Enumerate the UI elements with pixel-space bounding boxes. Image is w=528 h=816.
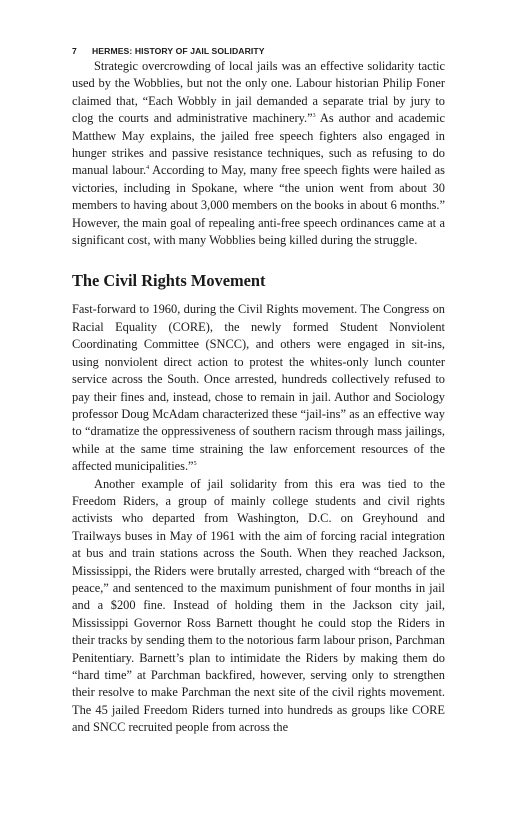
section-heading: The Civil Rights Movement: [72, 271, 266, 291]
paragraph-text: Fast-forward to 1960, during the Civil Rights movement. The Congress on Racial Equality (CORE), the newly formed Student Nonviolent Coordinating Committee (SNCC), and others were engaged in sit-ins, using nonviolent direct action to protest the whites-only lunch counter service across the South. Once arrested, hundreds collectively refused to pay their fines and, instead, chose to remain in jail. Author and Sociology professor Doug McAdam characterized these “jail-ins” as an effective way to “dramatize the oppressiveness of southern racism through mass jailings, while at the same time straining the law enforcement resources of the affected municipalities.”: [72, 302, 445, 474]
footnote-ref-3[interactable]: 3: [312, 113, 316, 120]
paragraph-text: According to May, many free speech fights were hailed as victories, including in Spokane, where “the union went from about 30 members to having about 3,000 members on the books in about 6 months.” However, the main goal of repealing anti-free speech ordinances came at a significant cost, with many Wobblies being killed during the struggle.: [72, 163, 446, 248]
footnote-ref-5[interactable]: 5: [193, 461, 197, 467]
paragraph-text: As author and academic Matthew May explains, the jailed free speech fighters also engaged in hunger strikes and passive resistance techniques, such as refusing to do manual labour.: [72, 111, 445, 178]
footnote-ref-4[interactable]: 4: [146, 165, 150, 172]
running-title: HERMES: HISTORY OF JAIL SOLIDARITY: [92, 46, 265, 56]
page-number: 7: [72, 46, 77, 56]
paragraph-wobblies-tactics: [72, 58, 445, 249]
running-header: [72, 44, 445, 58]
book-page: [72, 44, 445, 737]
paragraph-sit-ins: [72, 301, 445, 475]
paragraph-text: Strategic overcrowding of local jails was an effective solidarity tactic used by the Wobblies, but not the only one. Labour historian Philip Foner claimed that, “Each Wobbly in jail demanded a separate trial by jury to clog the courts and administrative machinery.”: [72, 59, 445, 126]
paragraph-freedom-riders: [72, 476, 445, 737]
paragraph-text: Another example of jail solidarity from this era was tied to the Freedom Riders, a group of mainly college students and civil rights activists who departed from Washington, D.C. on Greyhound and Trailways buses in May of 1961 with the aim of forcing racial integration at bus and train stations across the South. When they reached Jackson, Mississippi, the Riders were brutally arrested, charged with “breach of the peace,” and sentenced to the maximum punishment of four months in jail and a $200 fine. Instead of holding them in the Jackson city jail, Mississippi Governor Ross Barnett thought he could stop the Riders in their tracks by sending them to the notorious farm labour prison, Parchman Penitentiary. Barnett’s plan to intimidate the Riders by making them do “hard time” at Parchman backfired, however, serving only to strengthen their resolve to make Parchman the next site of the civil rights movement. The 45 jailed Freedom Riders turned into hundreds as groups like CORE and SNCC recruited people from across the: [72, 476, 445, 735]
